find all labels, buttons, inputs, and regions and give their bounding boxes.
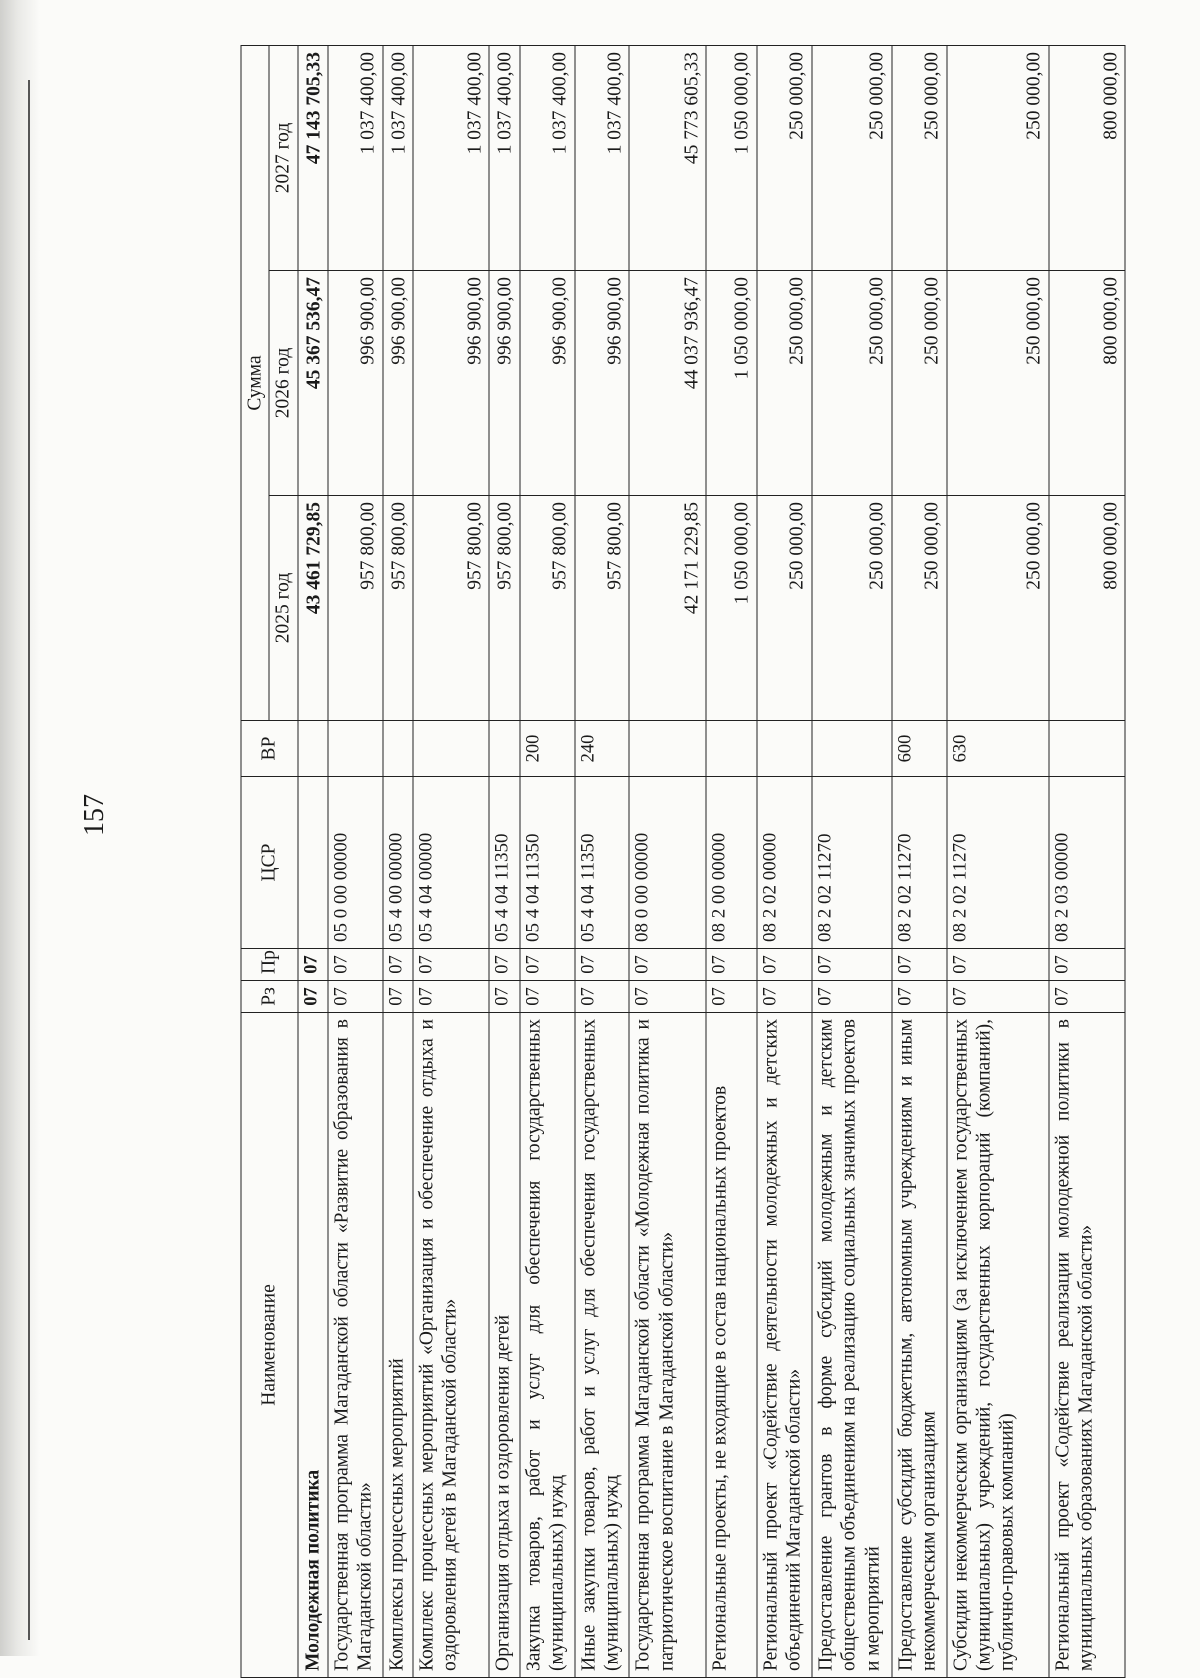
row-2025: 42 171 229,85 [629,496,705,721]
row-rz: 07 [520,981,575,1013]
row-2027: 800 000,00 [1049,45,1126,270]
row-rz: 07 [413,981,489,1013]
row-2026: 800 000,00 [1049,271,1126,496]
row-2026: 44 037 936,47 [629,271,705,496]
row-2027: 1 037 400,00 [489,45,519,270]
row-vr [706,721,757,777]
row-2025: 957 800,00 [413,496,489,721]
row-rz: 07 [892,981,947,1013]
row-pr: 07 [413,949,489,981]
row-vr [413,721,489,777]
scan-binding-line [28,80,30,1640]
row-2025: 1 050 000,00 [706,496,757,721]
table-row [298,45,328,1677]
row-csr: 08 2 02 11270 [812,777,892,949]
row-rz: 07 [328,981,383,1013]
row-2026: 996 900,00 [489,271,519,496]
row-csr: 05 4 04 11350 [520,777,575,949]
row-2026: 1 050 000,00 [706,271,757,496]
row-2026: 996 900,00 [383,271,413,496]
row-2026: 45 367 536,47 [298,271,328,496]
page-number: 157 [79,794,110,836]
row-2025: 250 000,00 [947,496,1049,721]
header-pr: Пр [241,949,298,981]
row-vr: 200 [520,721,575,777]
row-2026: 996 900,00 [328,271,383,496]
row-2025: 43 461 729,85 [298,496,328,721]
row-2027: 1 037 400,00 [328,45,383,270]
row-vr [757,721,812,777]
row-name: Предоставление грантов в форме субсидий молодежным и детским общественным объединениям на реализацию социальных значимых проектов и мероприятий [812,1013,892,1678]
row-csr: 08 2 02 00000 [757,777,812,949]
table-row [757,45,812,1677]
budget-table-container [241,46,1126,1678]
row-2026: 250 000,00 [757,271,812,496]
row-2026: 996 900,00 [575,271,630,496]
row-pr: 07 [383,949,413,981]
row-name: Закупка товаров, работ и услуг для обеспечения государственных (муниципальных) нужд [520,1013,575,1678]
row-2027: 250 000,00 [812,45,892,270]
row-name: Региональный проект «Содействие реализации молодежной политики в муниципальных образованиях Магаданской области» [1049,1013,1126,1678]
table-row [812,45,892,1677]
row-rz: 07 [706,981,757,1013]
row-name: Государственная программа Магаданской области «Молодежная политика и патриотическое воспитание в Магаданской области» [629,1013,705,1678]
row-2025: 250 000,00 [812,496,892,721]
row-2026: 250 000,00 [892,271,947,496]
row-vr [1049,721,1126,777]
row-vr: 240 [575,721,630,777]
row-2026: 996 900,00 [520,271,575,496]
row-pr: 07 [520,949,575,981]
row-csr [298,777,328,949]
row-rz: 07 [757,981,812,1013]
row-name: Региональные проекты, не входящие в состав национальных проектов [706,1013,757,1678]
row-rz: 07 [812,981,892,1013]
row-pr: 07 [629,949,705,981]
row-2025: 250 000,00 [757,496,812,721]
table-row [629,45,705,1677]
row-2026: 250 000,00 [812,271,892,496]
row-2025: 800 000,00 [1049,496,1126,721]
row-csr: 05 4 04 11350 [575,777,630,949]
table-row [520,45,575,1677]
row-csr: 05 4 04 00000 [413,777,489,949]
row-2025: 957 800,00 [520,496,575,721]
row-2026: 250 000,00 [947,271,1049,496]
row-rz: 07 [298,981,328,1013]
row-csr: 08 0 00 00000 [629,777,705,949]
row-pr: 07 [812,949,892,981]
row-2027: 1 050 000,00 [706,45,757,270]
table-row [892,45,947,1677]
row-rz: 07 [575,981,630,1013]
row-2025: 957 800,00 [328,496,383,721]
table-row [575,45,630,1677]
table-row [1049,45,1126,1677]
row-2026: 996 900,00 [413,271,489,496]
row-2025: 957 800,00 [575,496,630,721]
table-row [413,45,489,1677]
table-row [947,45,1049,1677]
row-pr: 07 [328,949,383,981]
row-2027: 45 773 605,33 [629,45,705,270]
row-pr: 07 [298,949,328,981]
row-2025: 957 800,00 [383,496,413,721]
row-name: Предоставление субсидий бюджетным, автономным учреждениям и иным некоммерческим организациям [892,1013,947,1678]
row-2025: 250 000,00 [892,496,947,721]
row-rz: 07 [383,981,413,1013]
row-pr: 07 [757,949,812,981]
row-2027: 1 037 400,00 [520,45,575,270]
row-csr: 05 4 04 11350 [489,777,519,949]
row-csr: 05 0 00 00000 [328,777,383,949]
row-2027: 1 037 400,00 [383,45,413,270]
row-2027: 47 143 705,33 [298,45,328,270]
header-sum: Сумма [241,45,269,720]
row-name: Государственная программа Магаданской области «Развитие образования в Магаданской области» [328,1013,383,1678]
row-csr: 08 2 03 00000 [1049,777,1126,949]
row-2027: 250 000,00 [947,45,1049,270]
table-row [383,45,413,1677]
row-name: Организация отдыха и оздоровления детей [489,1013,519,1678]
row-vr [812,721,892,777]
row-vr [383,721,413,777]
header-csr: ЦСР [241,777,298,949]
header-2027: 2027 год [269,45,297,270]
header-name: Наименование [241,1013,298,1678]
table-row [706,45,757,1677]
row-vr [328,721,383,777]
row-csr: 08 2 02 11270 [892,777,947,949]
row-2027: 250 000,00 [757,45,812,270]
row-rz: 07 [1049,981,1126,1013]
row-vr: 600 [892,721,947,777]
table-row [489,45,519,1677]
row-pr: 07 [892,949,947,981]
row-rz: 07 [629,981,705,1013]
row-2027: 1 037 400,00 [575,45,630,270]
header-vr: ВР [241,721,298,777]
row-pr: 07 [706,949,757,981]
row-2025: 957 800,00 [489,496,519,721]
row-vr [629,721,705,777]
row-name: Комплексы процессных мероприятий [383,1013,413,1678]
row-csr: 05 4 00 00000 [383,777,413,949]
row-pr: 07 [947,949,1049,981]
row-name: Молодежная политика [298,1013,328,1678]
row-2027: 1 037 400,00 [413,45,489,270]
row-csr: 08 2 00 00000 [706,777,757,949]
row-pr: 07 [489,949,519,981]
row-vr: 630 [947,721,1049,777]
row-2027: 250 000,00 [892,45,947,270]
row-name: Иные закупки товаров, работ и услуг для обеспечения государственных (муниципальных) нужд [575,1013,630,1678]
header-rz: Рз [241,981,298,1013]
row-name: Субсидии некоммерческим организациям (за исключением государственных (муниципальных) учреждений, государственных корпораций (компаний), публично-правовых компаний) [947,1013,1049,1678]
scan-edge-shadow [0,0,40,1656]
row-rz: 07 [947,981,1049,1013]
header-2025: 2025 год [269,496,297,721]
row-vr [298,721,328,777]
row-name: Региональный проект «Содействие деятельности молодежных и детских объединений Магаданской области» [757,1013,812,1678]
row-csr: 08 2 02 11270 [947,777,1049,949]
header-2026: 2026 год [269,271,297,496]
table-row [328,45,383,1677]
row-rz: 07 [489,981,519,1013]
row-pr: 07 [1049,949,1126,981]
row-name: Комплекс процессных мероприятий «Организация и обеспечение отдыха и оздоровления детей в Магаданской области» [413,1013,489,1678]
row-vr [489,721,519,777]
row-pr: 07 [575,949,630,981]
budget-table [241,45,1126,1678]
